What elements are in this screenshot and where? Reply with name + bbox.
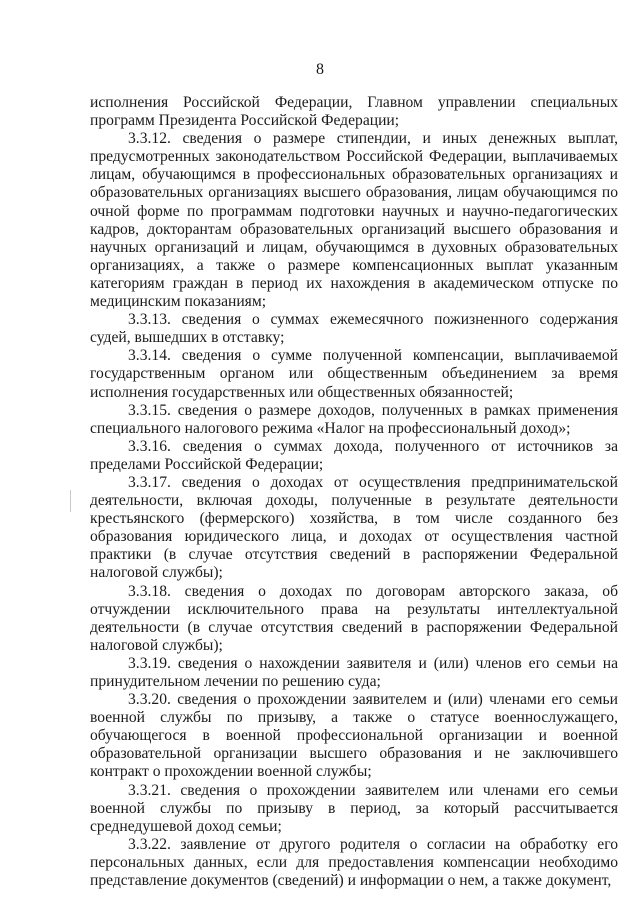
paragraph-3-3-18: 3.3.18. сведения о доходах по договорам авторского заказа, об отчуждении исключительного права на результаты интеллектуальной деятельности (в случае отсутствия сведений в распоряжении Федеральной налоговой службы); [90,582,618,654]
document-body [90,94,618,890]
paragraph-3-3-20: 3.3.20. сведения о прохождении заявителем и (или) членами его семьи военной службы по призыву, а также о статусе военнослужащего, обучающегося в военной профессиональной организации и военной образовательной организации высшего образования и не заключившего контракт о прохождении военной службы; [90,691,618,781]
page-number: 8 [316,61,324,78]
paragraph-3-3-21: 3.3.21. сведения о прохождении заявителем или членами его семьи военной службы по призыву в период, за который рассчитывается среднедушевой доход семьи; [90,781,618,835]
paragraph-3-3-15: 3.3.15. сведения о размере доходов, полученных в рамках применения специального налогового режима «Налог на профессиональный доход»; [90,401,618,437]
paragraph-3-3-16: 3.3.16. сведения о суммах дохода, полученного от источников за пределами Российской Федерации; [90,437,618,473]
paragraph-3-3-19: 3.3.19. сведения о нахождении заявителя и (или) членов его семьи на принудительном лечении по решению суда; [90,654,618,690]
paragraph-3-3-22: 3.3.22. заявление от другого родителя о согласии на обработку его персональных данных, если для предоставления компенсации необходимо представление документов (сведений) и информации о нем, а также документ, [90,835,618,890]
paragraph-3-3-12: 3.3.12. сведения о размере стипендии, и иных денежных выплат, предусмотренных законодательством Российской Федерации, выплачиваемых лицам, обучающимся в профессиональных образовательных организациях и образовательных организациях высшего образования, лицам обучающимся по очной форме по программам подготовки научных и научно-педагогических кадров, докторантам образовательных организаций высшего образования и научных организаций и лицам, обучающимся в духовных образовательных организациях, а также о размере компенсационных выплат указанным категориям граждан в период их нахождения в академическом отпуске по медицинским показаниям; [90,130,618,311]
paragraph-continuation: исполнения Российской Федерации, Главном управлении специальных программ Президента Российской Федерации; [90,94,618,130]
paragraph-3-3-17: 3.3.17. сведения о доходах от осуществления предпринимательской деятельности, включая доходы, полученные в результате деятельности крестьянского (фермерского) хозяйства, в том числе созданного без образования юридического лица, и доходах от осуществления частной практики (в случае отсутствия сведений в распоряжении Федеральной налоговой службы); [90,473,618,582]
paragraph-3-3-13: 3.3.13. сведения о суммах ежемесячного пожизненного содержания судей, вышедших в отставку; [90,311,618,347]
paragraph-3-3-14: 3.3.14. сведения о сумме полученной компенсации, выплачиваемой государственным органом или общественным объединением за время исполнения государственных или общественных обязанностей; [90,347,618,401]
margin-mark [70,490,71,512]
